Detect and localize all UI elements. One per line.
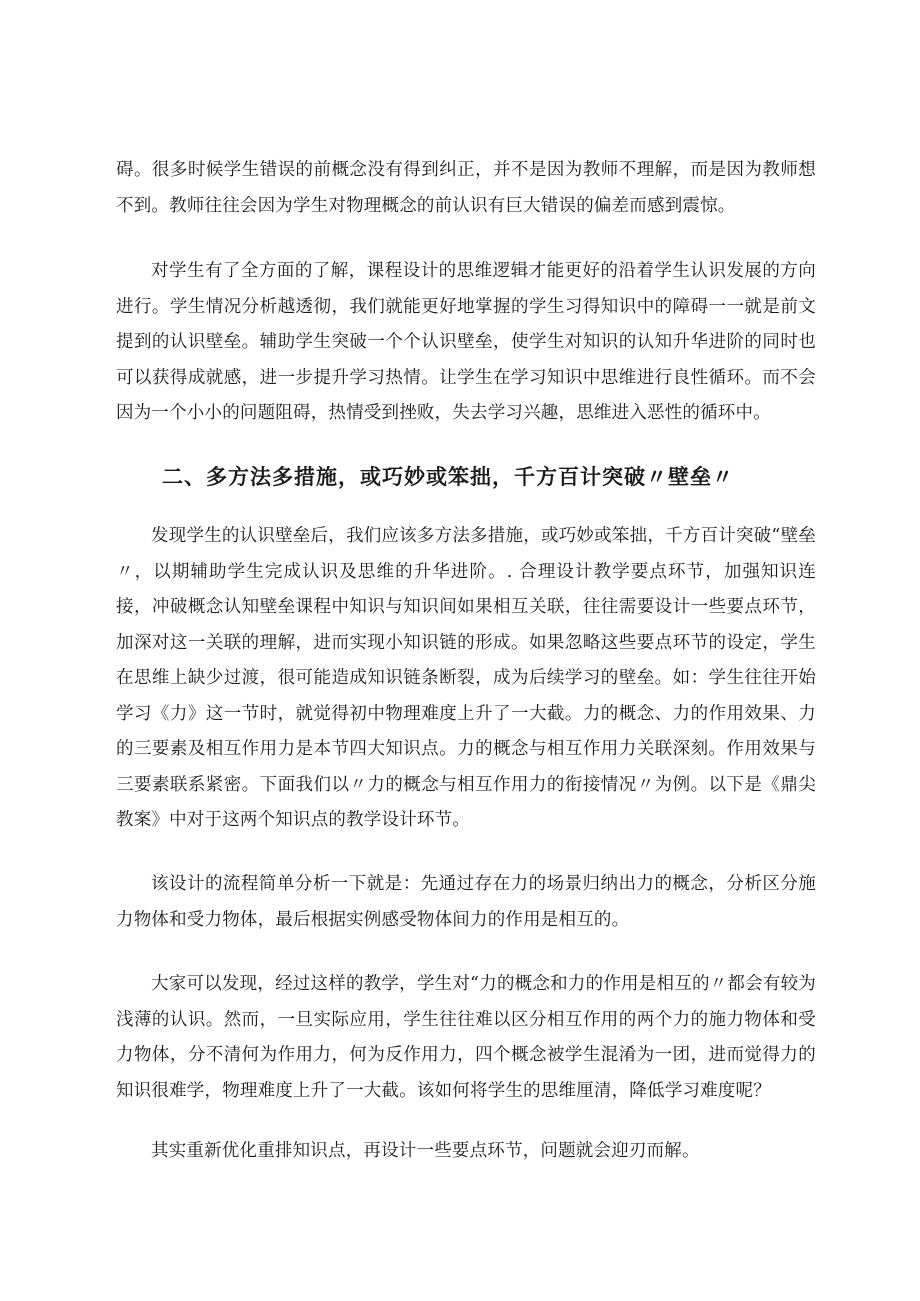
paragraph-continuation: 碍。很多时候学生错误的前概念没有得到纠正，并不是因为教师不理解，而是因为教师想不到。教师往往会因为学生对物理概念的前认识有巨大错误的偏差而感到震惊。 xyxy=(116,160,816,216)
paragraph-conclusion: 其实重新优化重排知识点，再设计一些要点环节，问题就会迎刃而解。 xyxy=(151,1141,700,1161)
paragraph-methods: 发现学生的认识壁垒后，我们应该多方法多措施，或巧妙或笨拙，千方百计突破“壁垒〃，以期辅助学生完成认识及思维的升华进阶。. 合理设计教学要点环节，加强知识连接，冲破概念认知壁垒课程中知识与知识间如果相互关联，往往需要设计一些要点环节，加深对这一关联的理解，进而实现小知识链的形成。如果忽略这些要点环节的设定，学生在思维上缺少过渡，很可能造成知识链条断裂，成为后续学习的壁垒。如：学生往往开始学习《力》这一节时，就觉得初中物理难度上升了一大截。力的概念、力的作用效果、力的三要素及相互作用力是本节四大知识点。力的概念与相互作用力关联深刻。作用效果与三要素联系紧密。下面我们以〃力的概念与相互作用力的衔接情况〃为例。以下是《鼎尖教案》中对于这两个知识点的教学设计环节。 xyxy=(116,526,816,830)
paragraph-design-flow: 该设计的流程简单分析一下就是：先通过存在力的场景归纳出力的概念，分析区分施力物体和受力物体，最后根据实例感受物体间力的作用是相互的。 xyxy=(116,874,816,930)
paragraph-student-analysis: 对学生有了全方面的了解，课程设计的思维逻辑才能更好的沿着学生认识发展的方向进行。学生情况分析越透彻，我们就能更好地掌握的学生习得知识中的障碍一一就是前文提到的认识壁垒。辅助学生突破一个个认识壁垒，使学生对知识的认知升华进阶的同时也可以获得成就感，进一步提升学习热情。让学生在学习知识中思维进行良性循环。而不会因为一个小小的问题阻碍，热情受到挫败，失去学习兴趣，思维进入恶性的循环中。 xyxy=(116,261,816,423)
paragraph-observation: 大家可以发现，经过这样的教学，学生对“力的概念和力的作用是相互的〃都会有较为浅薄的认识。然而，一旦实际应用，学生往往难以区分相互作用的两个力的施力物体和受力物体，分不清何为作用力，何为反作用力，四个概念被学生混淆为一团，进而觉得力的知识很难学，物理难度上升了一大截。该如何将学生的思维厘清，降低学习难度呢？ xyxy=(116,974,816,1101)
section-heading: 二、多方法多措施，或巧妙或笨拙，千方百计突破〃壁垒〃 xyxy=(162,464,734,489)
